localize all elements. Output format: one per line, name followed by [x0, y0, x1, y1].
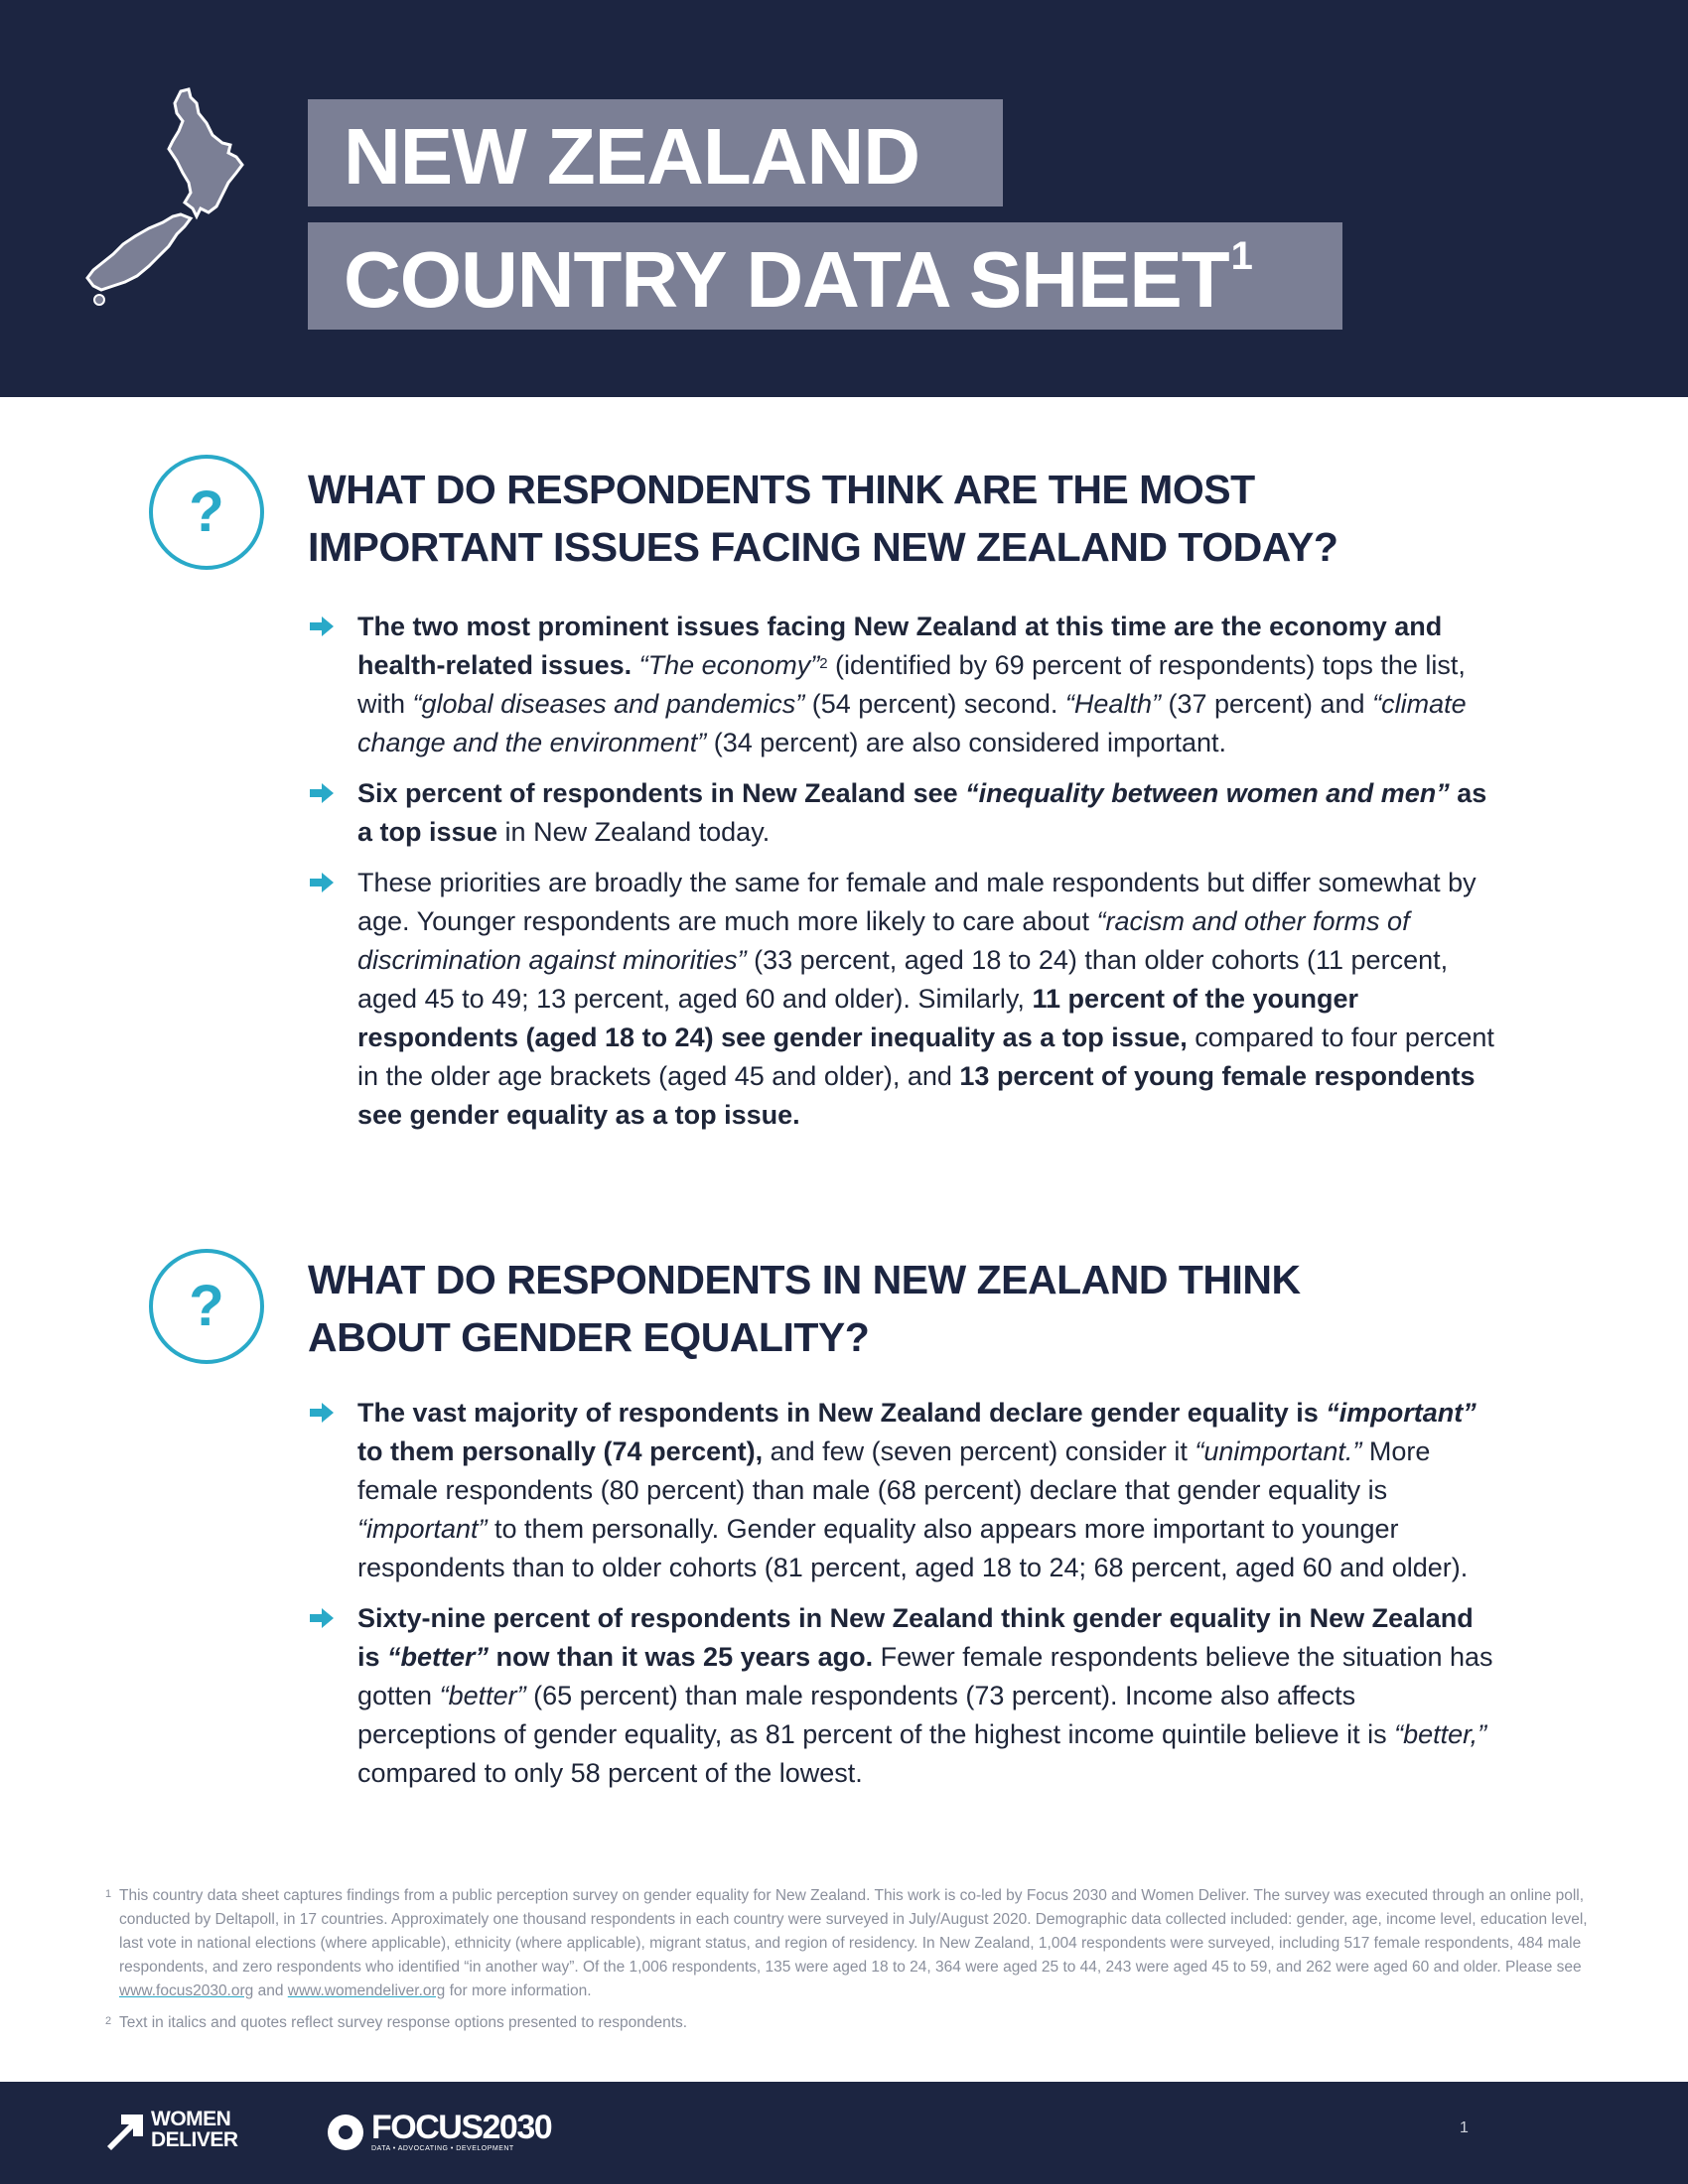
section1-title: WHAT DO RESPONDENTS THINK ARE THE MOST IMPORTANT ISSUES FACING NEW ZEALAND TODAY?: [308, 467, 1338, 570]
list-item: The two most prominent issues facing New Zealand at this time are the economy and health-related issues. “The economy”$^2$ (identified by 69 percent of respondents) tops the list, with “global diseases and pandemics” (54 percent) second. “Health” (37 percent) and “climate change and the environment” (34 percent) are also considered important.: [308, 608, 1499, 762]
focus2030-circle-icon: [328, 2115, 363, 2150]
footnotes: [105, 1884, 1595, 2043]
section2-title: WHAT DO RESPONDENTS IN NEW ZEALAND THINK ABOUT GENDER EQUALITY?: [308, 1257, 1301, 1360]
new-zealand-map-icon: [79, 87, 248, 311]
list-item: Sixty-nine percent of respondents in New Zealand think gender equality in New Zealand is “better” now than it was 25 years ago. Fewer female respondents believe the situation has gotten “better” (65 percent) than male respondents (73 percent). Income also affects perceptions of gender equality, as 81 percent of the highest income quintile believe it is “better,” compared to only 58 percent of the lowest.: [308, 1599, 1499, 1793]
question-mark-icon: ?: [149, 1249, 264, 1364]
women-deliver-logo: WOMEN DELIVER: [103, 2109, 272, 2154]
footnote-2: 2 Text in italics and quotes reflect survey response options presented to respondents.: [105, 2014, 688, 2031]
title-footnote-ref: 1: [1230, 234, 1252, 278]
focus2030-link[interactable]: www.focus2030.org: [119, 1982, 254, 1999]
arrow-right-icon: [308, 871, 336, 894]
arrow-right-icon: [308, 1606, 336, 1630]
list-item: Six percent of respondents in New Zealand see “inequality between women and men” as a top issue in New Zealand today.: [308, 774, 1499, 852]
section1-bullets: [308, 608, 1499, 1147]
page-number: 1: [1460, 2119, 1469, 2136]
page-title-line1: NEW ZEALAND: [308, 99, 1003, 206]
header-banner: [0, 0, 1688, 397]
arrow-right-icon: [308, 781, 336, 805]
page-title-line2: COUNTRY DATA SHEET$^1$: [308, 222, 1342, 330]
section2-bullets: [308, 1394, 1499, 1805]
question-mark-icon: ?: [149, 455, 264, 570]
womendeliver-link[interactable]: www.womendeliver.org: [287, 1982, 446, 1999]
focus2030-logo: FOCUS2030 DATA • ADVOCATING • DEVELOPMENT: [328, 2109, 546, 2154]
list-item: The vast majority of respondents in New Zealand declare gender equality is “important” to them personally (74 percent), and few (seven percent) consider it “unimportant.” More female respondents (80 percent) than male (68 percent) declare that gender equality is “important” to them personally. Gender equality also appears more important to younger respondents than to older cohorts (81 percent, aged 18 to 24; 68 percent, aged 60 and older).: [308, 1394, 1499, 1587]
arrow-right-icon: [308, 614, 336, 638]
women-deliver-arrow-icon: [103, 2109, 147, 2152]
footnote-1: 1 This country data sheet captures findings from a public perception survey on gender equality for New Zealand. This work is co-led by Focus 2030 and Women Deliver. The survey was executed through an online poll, conducted by Deltapoll, in 17 countries. Approximately one thousand respondents in each country were surveyed in July/August 2020. Demographic data collected included: gender, age, income level, education level, last vote in national elections (where applicable), ethnicity (where applicable), migrant status, and region of residency. In New Zealand, 1,004 respondents were surveyed, including 517 female respondents, 484 male respondents, and zero respondents who identified “in another way”. Of the 1,006 respondents, 135 were aged 18 to 24, 364 were aged 25 to 44, 243 were aged 45 to 59, and 262 were aged 60 and older. Please see www.focus2030.org and www.womendeliver.org for more information.: [105, 1887, 1588, 1999]
list-item: These priorities are broadly the same for female and male respondents but differ somewhat by age. Younger respondents are much more likely to care about “racism and other forms of discrimination against minorities” (33 percent, aged 18 to 24) than older cohorts (11 percent, aged 45 to 49; 13 percent, aged 60 and older). Similarly, 11 percent of the younger respondents (aged 18 to 24) see gender inequality as a top issue, compared to four percent in the older age brackets (aged 45 and older), and 13 percent of young female respondents see gender equality as a top issue.: [308, 864, 1499, 1135]
arrow-right-icon: [308, 1401, 336, 1425]
